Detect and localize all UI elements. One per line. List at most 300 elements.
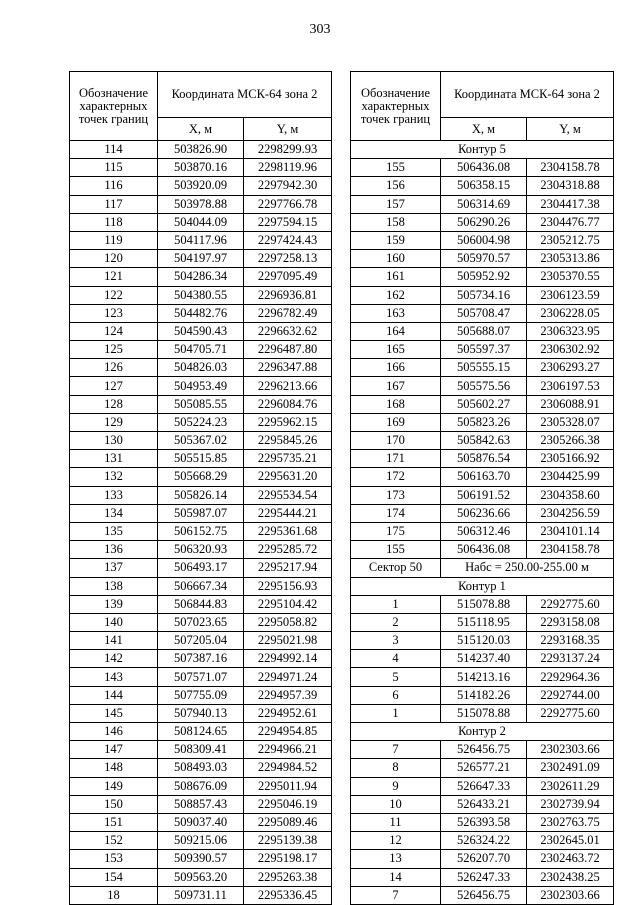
point-number: 9: [351, 777, 441, 795]
y-coordinate: 2292775.60: [527, 704, 614, 722]
y-coordinate: 2306197.53: [527, 377, 614, 395]
x-coordinate: 503826.90: [158, 141, 244, 159]
table-row: [70, 213, 332, 231]
point-number: 144: [70, 686, 158, 704]
y-coordinate: 2306228.05: [527, 304, 614, 322]
y-coordinate: 2302438.25: [527, 868, 614, 886]
table-row: [351, 595, 614, 613]
point-number: 165: [351, 341, 441, 359]
y-coordinate: 2305266.38: [527, 432, 614, 450]
point-number: 173: [351, 486, 441, 504]
point-number: 123: [70, 304, 158, 322]
point-number: 129: [70, 413, 158, 431]
point-number: 152: [70, 832, 158, 850]
point-number: 2: [351, 613, 441, 631]
table-row: [70, 231, 332, 249]
table-row: [351, 177, 614, 195]
point-number: 134: [70, 504, 158, 522]
x-coordinate: 504705.71: [158, 341, 244, 359]
y-coordinate: 2306293.27: [527, 359, 614, 377]
y-coordinate: 2294957.39: [244, 686, 332, 704]
table-row: [351, 522, 614, 540]
x-coordinate: 505688.07: [441, 322, 527, 340]
y-coordinate: 2305328.07: [527, 413, 614, 431]
table-row: [70, 813, 332, 831]
y-coordinate: 2302763.75: [527, 813, 614, 831]
y-coordinate: 2295361.68: [244, 522, 332, 540]
table-row: [70, 450, 332, 468]
y-coordinate: 2296084.76: [244, 395, 332, 413]
x-coordinate: 526577.21: [441, 759, 527, 777]
table-row: [70, 795, 332, 813]
x-coordinate: 506191.52: [441, 486, 527, 504]
point-number: 5: [351, 668, 441, 686]
point-number: 141: [70, 632, 158, 650]
table-row: [70, 177, 332, 195]
point-number: 164: [351, 322, 441, 340]
y-column-header: Y, м: [527, 118, 614, 141]
x-coordinate: 507205.04: [158, 632, 244, 650]
y-coordinate: 2295631.20: [244, 468, 332, 486]
y-coordinate: 2296936.81: [244, 286, 332, 304]
y-coordinate: 2305370.55: [527, 268, 614, 286]
x-coordinate: 505367.02: [158, 432, 244, 450]
x-coordinate: 515078.88: [441, 595, 527, 613]
point-number: 156: [351, 177, 441, 195]
y-coordinate: 2295285.72: [244, 541, 332, 559]
table-row: [351, 668, 614, 686]
table-row: [70, 432, 332, 450]
table-row: [70, 613, 332, 631]
point-number: 154: [70, 868, 158, 886]
point-number: 14: [351, 868, 441, 886]
table-row: [351, 231, 614, 249]
x-coordinate: 505602.27: [441, 395, 527, 413]
table-row: [70, 741, 332, 759]
y-coordinate: 2297766.78: [244, 195, 332, 213]
table-row: [70, 395, 332, 413]
y-coordinate: 2304256.59: [527, 504, 614, 522]
table-row: [351, 886, 614, 904]
x-coordinate: 505668.29: [158, 468, 244, 486]
table-row: [351, 268, 614, 286]
point-number: 120: [70, 250, 158, 268]
point-number: 160: [351, 250, 441, 268]
point-number: 137: [70, 559, 158, 577]
table-row: [351, 195, 614, 213]
table-row: [351, 741, 614, 759]
point-number: 140: [70, 613, 158, 631]
x-coordinate: 505970.57: [441, 250, 527, 268]
table-row: [70, 668, 332, 686]
contour-label: Контур 1: [351, 577, 614, 595]
table-row: [351, 250, 614, 268]
y-coordinate: 2295046.19: [244, 795, 332, 813]
x-coordinate: 505734.16: [441, 286, 527, 304]
point-number: 7: [351, 741, 441, 759]
x-coordinate: 507940.13: [158, 704, 244, 722]
x-coordinate: 504590.43: [158, 322, 244, 340]
x-coordinate: 505575.56: [441, 377, 527, 395]
y-coordinate: 2304318.88: [527, 177, 614, 195]
point-number: 153: [70, 850, 158, 868]
x-coordinate: 508309.41: [158, 741, 244, 759]
y-coordinate: 2292775.60: [527, 595, 614, 613]
table-row: [70, 341, 332, 359]
y-coordinate: 2304425.99: [527, 468, 614, 486]
table-row: [70, 632, 332, 650]
x-coordinate: 504044.09: [158, 213, 244, 231]
x-coordinate: 506320.93: [158, 541, 244, 559]
x-coordinate: 506236.66: [441, 504, 527, 522]
table-row: [70, 141, 332, 159]
table-row: [351, 359, 614, 377]
table-row: [70, 304, 332, 322]
x-coordinate: 508493.03: [158, 759, 244, 777]
table-row: [70, 486, 332, 504]
x-coordinate: 508857.43: [158, 795, 244, 813]
point-number: 122: [70, 286, 158, 304]
y-coordinate: 2302303.66: [527, 741, 614, 759]
point-number: 4: [351, 650, 441, 668]
table-row: [351, 213, 614, 231]
y-coordinate: 2304158.78: [527, 159, 614, 177]
table-row: [351, 395, 614, 413]
designation-header: Обозначение характерных точек границ: [351, 72, 441, 141]
x-coordinate: 503920.09: [158, 177, 244, 195]
table-row: [70, 250, 332, 268]
table-row: [351, 450, 614, 468]
x-coordinate: 506004.98: [441, 231, 527, 249]
table-row: [351, 322, 614, 340]
x-coordinate: 526456.75: [441, 886, 527, 904]
x-coordinate: 506667.34: [158, 577, 244, 595]
x-coordinate: 526456.75: [441, 741, 527, 759]
y-coordinate: 2295058.82: [244, 613, 332, 631]
x-coordinate: 508676.09: [158, 777, 244, 795]
y-coordinate: 2305313.86: [527, 250, 614, 268]
table-row: [70, 868, 332, 886]
point-number: 6: [351, 686, 441, 704]
y-coordinate: 2296487.80: [244, 341, 332, 359]
x-coordinate: 526433.21: [441, 795, 527, 813]
table-row: [70, 468, 332, 486]
y-coordinate: 2295089.46: [244, 813, 332, 831]
y-coordinate: 2292744.00: [527, 686, 614, 704]
point-number: 116: [70, 177, 158, 195]
table-row: [351, 813, 614, 831]
x-coordinate: 504953.49: [158, 377, 244, 395]
point-number: 146: [70, 723, 158, 741]
x-coordinate: 506436.08: [441, 541, 527, 559]
y-coordinate: 2298119.96: [244, 159, 332, 177]
x-coordinate: 507023.65: [158, 613, 244, 631]
point-number: 163: [351, 304, 441, 322]
contour-header-row: [351, 141, 614, 159]
table-row: [70, 559, 332, 577]
point-number: 175: [351, 522, 441, 540]
x-coordinate: 504197.97: [158, 250, 244, 268]
table-row: [70, 777, 332, 795]
y-coordinate: 2302491.09: [527, 759, 614, 777]
x-coordinate: 515078.88: [441, 704, 527, 722]
left-table-body: [70, 141, 332, 905]
y-coordinate: 2294984.52: [244, 759, 332, 777]
table-row: [351, 377, 614, 395]
table-row: [351, 504, 614, 522]
point-number: 128: [70, 395, 158, 413]
table-row: [351, 686, 614, 704]
y-coordinate: 2304417.38: [527, 195, 614, 213]
point-number: 125: [70, 341, 158, 359]
table-row: [351, 413, 614, 431]
y-coordinate: 2305166.92: [527, 450, 614, 468]
y-coordinate: 2295104.42: [244, 595, 332, 613]
y-coordinate: 2302611.29: [527, 777, 614, 795]
table-row: [70, 886, 332, 904]
x-coordinate: 506152.75: [158, 522, 244, 540]
y-coordinate: 2304158.78: [527, 541, 614, 559]
table-row: [351, 759, 614, 777]
y-coordinate: 2302739.94: [527, 795, 614, 813]
y-coordinate: 2306302.92: [527, 341, 614, 359]
x-coordinate: 505823.26: [441, 413, 527, 431]
table-row: [70, 286, 332, 304]
y-coordinate: 2295021.98: [244, 632, 332, 650]
x-coordinate: 504826.03: [158, 359, 244, 377]
point-number: 11: [351, 813, 441, 831]
x-coordinate: 506314.69: [441, 195, 527, 213]
table-row: [351, 650, 614, 668]
table-row: [70, 522, 332, 540]
point-number: 7: [351, 886, 441, 904]
coordinates-table-right: [350, 71, 614, 905]
table-row: [70, 686, 332, 704]
table-row: [70, 541, 332, 559]
point-number: 118: [70, 213, 158, 231]
y-coordinate: 2305212.75: [527, 231, 614, 249]
x-column-header: X, м: [158, 118, 244, 141]
x-coordinate: 505987.07: [158, 504, 244, 522]
x-coordinate: 505597.37: [441, 341, 527, 359]
y-coordinate: 2297258.13: [244, 250, 332, 268]
x-coordinate: 508124.65: [158, 723, 244, 741]
table-row: [70, 759, 332, 777]
x-coordinate: 509390.57: [158, 850, 244, 868]
point-number: 136: [70, 541, 158, 559]
x-coordinate: 505842.63: [441, 432, 527, 450]
point-number: 117: [70, 195, 158, 213]
x-coordinate: 506358.15: [441, 177, 527, 195]
x-coordinate: 506163.70: [441, 468, 527, 486]
x-coordinate: 507387.16: [158, 650, 244, 668]
x-coordinate: 526647.33: [441, 777, 527, 795]
y-coordinate: 2297424.43: [244, 231, 332, 249]
table-row: [351, 777, 614, 795]
y-coordinate: 2293168.35: [527, 632, 614, 650]
y-coordinate: 2302303.66: [527, 886, 614, 904]
point-number: 147: [70, 741, 158, 759]
x-coordinate: 509037.40: [158, 813, 244, 831]
right-table-body: [351, 141, 614, 905]
y-coordinate: 2295962.15: [244, 413, 332, 431]
table-row: [351, 159, 614, 177]
point-number: 167: [351, 377, 441, 395]
coordinate-system-header: Координата МСК-64 зона 2: [158, 72, 332, 118]
point-number: 169: [351, 413, 441, 431]
contour-label: Контур 5: [351, 141, 614, 159]
y-coordinate: 2302463.72: [527, 850, 614, 868]
table-row: [70, 268, 332, 286]
table-row: [70, 595, 332, 613]
y-coordinate: 2294954.85: [244, 723, 332, 741]
y-coordinate: 2306323.95: [527, 322, 614, 340]
point-number: 131: [70, 450, 158, 468]
y-coordinate: 2304476.77: [527, 213, 614, 231]
y-coordinate: 2295011.94: [244, 777, 332, 795]
x-coordinate: 503870.16: [158, 159, 244, 177]
point-number: 114: [70, 141, 158, 159]
x-coordinate: 506312.46: [441, 522, 527, 540]
point-number: 155: [351, 541, 441, 559]
y-coordinate: 2293137.24: [527, 650, 614, 668]
table-row: [351, 868, 614, 886]
y-coordinate: 2295845.26: [244, 432, 332, 450]
sector-row: [351, 559, 614, 577]
point-number: 158: [351, 213, 441, 231]
point-number: 157: [351, 195, 441, 213]
x-coordinate: 503978.88: [158, 195, 244, 213]
x-coordinate: 505224.23: [158, 413, 244, 431]
designation-header: Обозначение характерных точек границ: [70, 72, 158, 141]
x-coordinate: 526247.33: [441, 868, 527, 886]
point-number: 150: [70, 795, 158, 813]
table-row: [351, 832, 614, 850]
y-coordinate: 2295156.93: [244, 577, 332, 595]
y-coordinate: 2295336.45: [244, 886, 332, 904]
point-number: 12: [351, 832, 441, 850]
x-coordinate: 504380.55: [158, 286, 244, 304]
point-number: 139: [70, 595, 158, 613]
contour-header-row: [351, 723, 614, 741]
x-coordinate: 504117.96: [158, 231, 244, 249]
point-number: 171: [351, 450, 441, 468]
x-coordinate: 515120.03: [441, 632, 527, 650]
point-number: 18: [70, 886, 158, 904]
table-row: [351, 486, 614, 504]
table-row: [351, 613, 614, 631]
point-number: 1: [351, 595, 441, 613]
table-row: [70, 650, 332, 668]
y-coordinate: 2293158.08: [527, 613, 614, 631]
y-coordinate: 2295534.54: [244, 486, 332, 504]
point-number: 143: [70, 668, 158, 686]
point-number: 124: [70, 322, 158, 340]
point-number: 174: [351, 504, 441, 522]
y-coordinate: 2296632.62: [244, 322, 332, 340]
x-coordinate: 507755.09: [158, 686, 244, 704]
y-coordinate: 2297942.30: [244, 177, 332, 195]
point-number: 115: [70, 159, 158, 177]
point-number: 149: [70, 777, 158, 795]
table-row: [351, 704, 614, 722]
point-number: 1: [351, 704, 441, 722]
y-coordinate: 2294952.61: [244, 704, 332, 722]
coordinates-table-left: [69, 71, 332, 905]
table-row: [70, 832, 332, 850]
contour-header-row: [351, 577, 614, 595]
point-number: 151: [70, 813, 158, 831]
y-coordinate: 2296782.49: [244, 304, 332, 322]
x-coordinate: 509563.20: [158, 868, 244, 886]
table-row: [351, 795, 614, 813]
point-number: 121: [70, 268, 158, 286]
table-row: [70, 704, 332, 722]
point-number: 126: [70, 359, 158, 377]
y-coordinate: 2295217.94: [244, 559, 332, 577]
y-coordinate: 2306123.59: [527, 286, 614, 304]
point-number: 133: [70, 486, 158, 504]
y-coordinate: 2294971.24: [244, 668, 332, 686]
y-coordinate: 2304101.14: [527, 522, 614, 540]
y-coordinate: 2292964.36: [527, 668, 614, 686]
x-column-header: X, м: [441, 118, 527, 141]
point-number: 170: [351, 432, 441, 450]
table-row: [70, 195, 332, 213]
table-row: [351, 541, 614, 559]
y-coordinate: 2296213.66: [244, 377, 332, 395]
y-coordinate: 2295263.38: [244, 868, 332, 886]
y-coordinate: 2297594.15: [244, 213, 332, 231]
table-row: [351, 432, 614, 450]
point-number: 135: [70, 522, 158, 540]
sector-elevation: Набс = 250.00-255.00 м: [441, 559, 614, 577]
y-coordinate: 2304358.60: [527, 486, 614, 504]
table-row: [70, 504, 332, 522]
point-number: 162: [351, 286, 441, 304]
y-coordinate: 2294992.14: [244, 650, 332, 668]
y-coordinate: 2298299.93: [244, 141, 332, 159]
x-coordinate: 504286.34: [158, 268, 244, 286]
point-number: 148: [70, 759, 158, 777]
y-column-header: Y, м: [244, 118, 332, 141]
x-coordinate: 506493.17: [158, 559, 244, 577]
y-coordinate: 2297095.49: [244, 268, 332, 286]
point-number: 8: [351, 759, 441, 777]
y-coordinate: 2295444.21: [244, 504, 332, 522]
x-coordinate: 526324.22: [441, 832, 527, 850]
x-coordinate: 504482.76: [158, 304, 244, 322]
x-coordinate: 514237.40: [441, 650, 527, 668]
point-number: 159: [351, 231, 441, 249]
table-row: [351, 468, 614, 486]
x-coordinate: 505708.47: [441, 304, 527, 322]
point-number: 130: [70, 432, 158, 450]
table-row: [70, 359, 332, 377]
x-coordinate: 505826.14: [158, 486, 244, 504]
table-row: [351, 850, 614, 868]
x-coordinate: 505876.54: [441, 450, 527, 468]
contour-label: Контур 2: [351, 723, 614, 741]
point-number: 145: [70, 704, 158, 722]
table-row: [70, 159, 332, 177]
y-coordinate: 2295198.17: [244, 850, 332, 868]
y-coordinate: 2295139.38: [244, 832, 332, 850]
table-row: [351, 304, 614, 322]
table-row: [70, 377, 332, 395]
x-coordinate: 506844.83: [158, 595, 244, 613]
table-row: [70, 322, 332, 340]
